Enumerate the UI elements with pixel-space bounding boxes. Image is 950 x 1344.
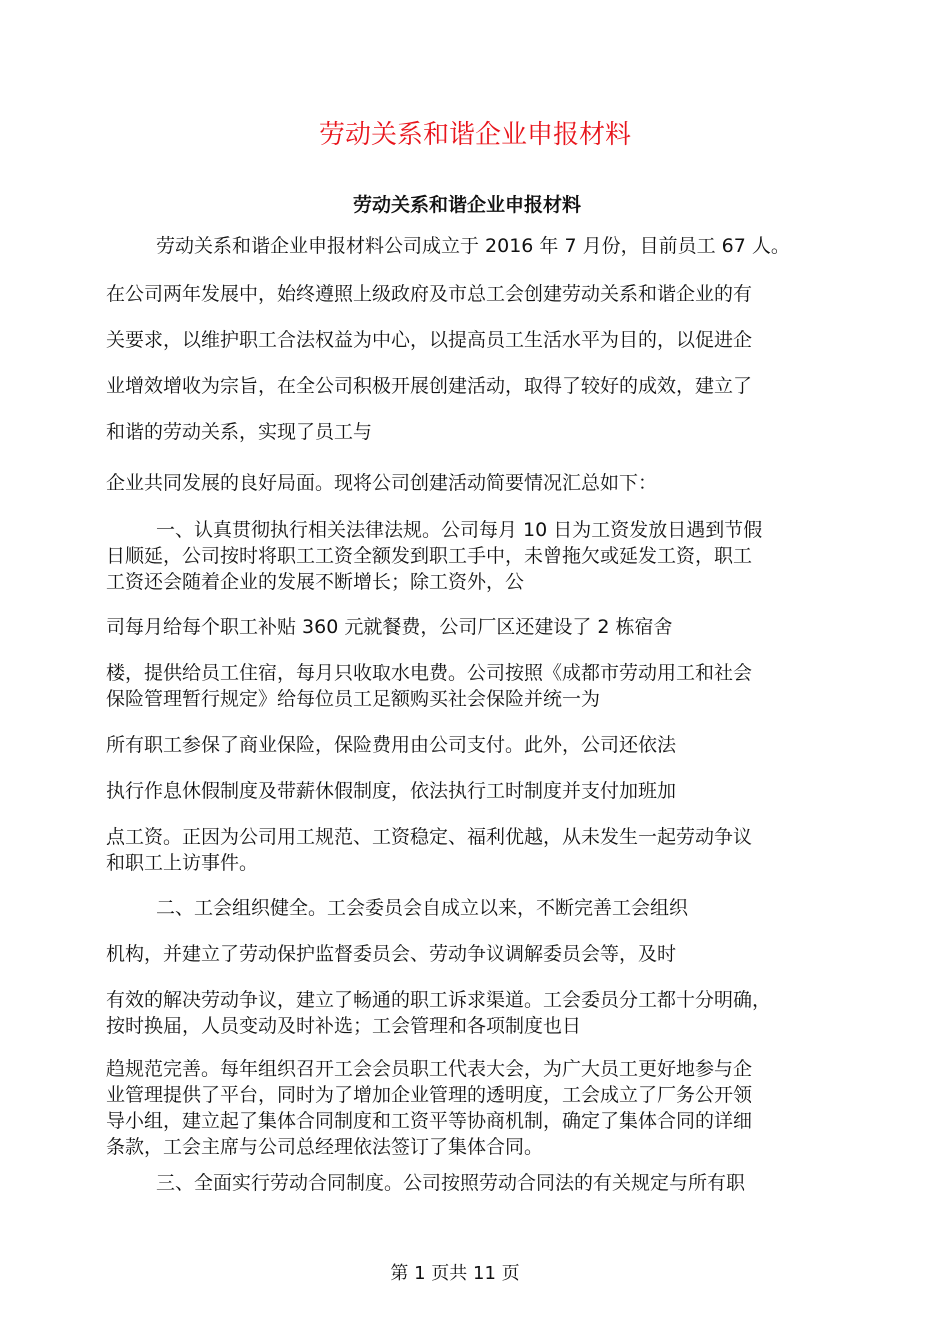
body-line: 楼，提供给员工住宿，每月只收取水电费。公司按照《成都市劳动用工和社会	[106, 662, 753, 684]
body-line: 日顺延，公司按时将职工工资全额发到职工手中，未曾拖欠或延发工资，职工	[106, 545, 753, 567]
section-three-line: 三、全面实行劳动合同制度。公司按照劳动合同法的有关规定与所有职	[156, 1172, 746, 1194]
body-line: 保险管理暂行规定》给每位员工足额购买社会保险并统一为	[106, 688, 601, 710]
page-footer: 第 1 页共 11 页	[390, 1263, 520, 1284]
section-one-line: 一、认真贯彻执行相关法律法规。公司每月 10 日为工资发放日遇到节假	[156, 519, 763, 541]
body-line: 趋规范完善。每年组织召开工会会员职工代表大会，为广大员工更好地参与企	[106, 1058, 753, 1080]
body-line: 条款，工会主席与公司总经理依法签订了集体合同。	[106, 1136, 544, 1158]
document-title: 劳动关系和谐企业申报材料	[318, 120, 631, 150]
body-line: 在公司两年发展中，始终遵照上级政府及市总工会创建劳动关系和谐企业的有	[106, 283, 753, 305]
body-line: 关要求，以维护职工合法权益为中心，以提高员工生活水平为目的，以促进企	[106, 329, 753, 351]
body-line: 企业共同发展的良好局面。现将公司创建活动简要情况汇总如下：	[106, 472, 658, 494]
body-line: 执行作息休假制度及带薪休假制度，依法执行工时制度并支付加班加	[106, 780, 677, 802]
document-subtitle: 劳动关系和谐企业申报材料	[352, 194, 581, 216]
body-line: 和谐的劳动关系，实现了员工与	[106, 421, 373, 443]
body-line: 业增效增收为宗旨，在全公司积极开展创建活动，取得了较好的成效，建立了	[106, 375, 753, 397]
body-line: 业管理提供了平台，同时为了增加企业管理的透明度，工会成立了厂务公开领	[106, 1084, 753, 1106]
body-line: 按时换届，人员变动及时补选；工会管理和各项制度也日	[106, 1015, 582, 1037]
body-line: 机构，并建立了劳动保护监督委员会、劳动争议调解委员会等，及时	[106, 943, 677, 965]
body-line: 有效的解决劳动争议，建立了畅通的职工诉求渠道。工会委员分工都十分明确，	[106, 989, 772, 1011]
body-line: 和职工上访事件。	[106, 852, 259, 874]
body-line: 点工资。正因为公司用工规范、工资稳定、福利优越，从未发生一起劳动争议	[106, 826, 753, 848]
body-line: 工资还会随着企业的发展不断增长；除工资外，公	[106, 571, 525, 593]
body-line: 导小组，建立起了集体合同制度和工资平等协商机制，确定了集体合同的详细	[106, 1110, 753, 1132]
body-line: 所有职工参保了商业保险，保险费用由公司支付。此外，公司还依法	[106, 734, 677, 756]
section-two-line: 二、工会组织健全。工会委员会自成立以来，不断完善工会组织	[156, 897, 689, 919]
body-line: 司每月给每个职工补贴 360 元就餐费，公司厂区还建设了 2 栋宿舍	[106, 616, 673, 638]
body-line: 劳动关系和谐企业申报材料公司成立于 2016 年 7 月份，目前员工 67 人。	[156, 235, 790, 257]
